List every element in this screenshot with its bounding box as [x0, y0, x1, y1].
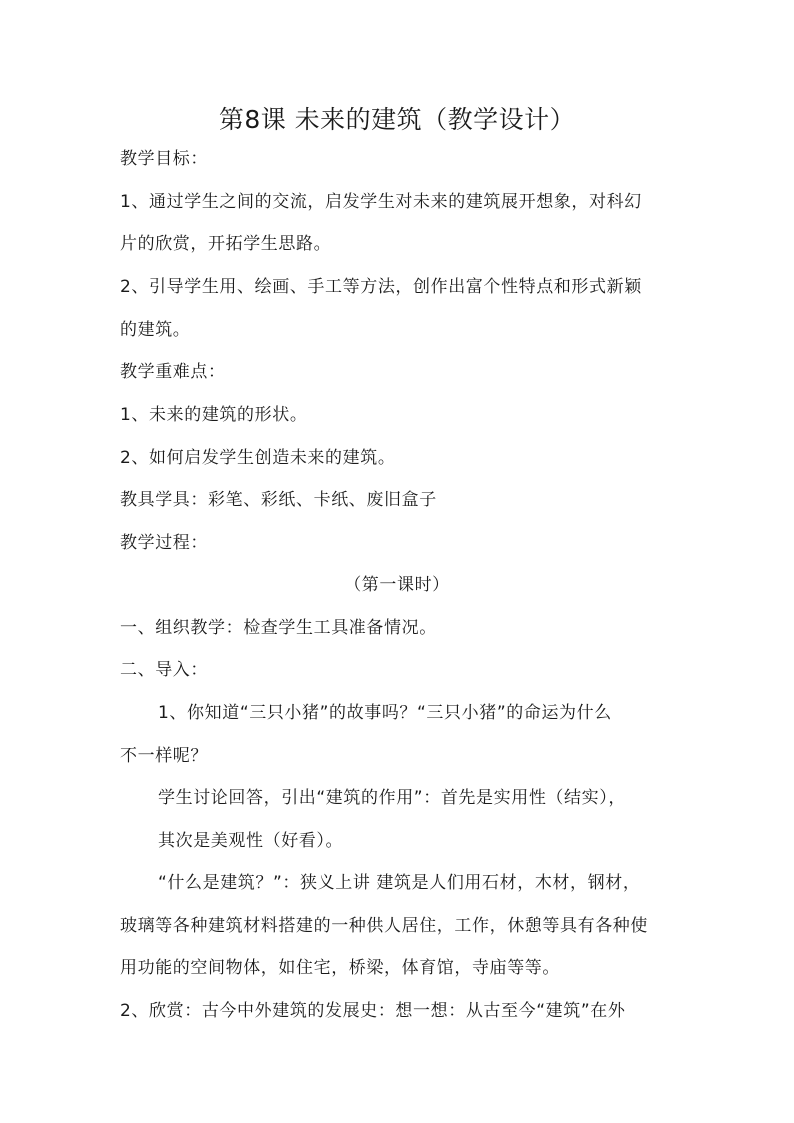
paragraph-line: “什么是建筑？”：狭义上讲 建筑是人们用石材，木材，钢材，	[158, 873, 641, 893]
paragraph-line: 2、如何启发学生创造未来的建筑。	[120, 448, 396, 468]
heading-key-points: 教学重难点：	[120, 362, 226, 382]
paragraph-line: 用功能的空间物体，如住宅，桥梁，体育馆，寺庙等等。	[120, 958, 560, 978]
paragraph-line: 学生讨论回答，引出“建筑的作用”：首先是实用性（结实），	[158, 788, 626, 808]
paragraph-line: 二、导入：	[120, 660, 208, 680]
document-title: 第8课 未来的建筑（教学设计）	[218, 105, 576, 134]
paragraph-line: 一、组织教学：检查学生工具准备情况。	[120, 618, 437, 638]
paragraph-line: 1、你知道“三只小猪”的故事吗？“三只小猪”的命运为什么	[158, 703, 612, 723]
paragraph-line: 2、引导学生用、绘画、手工等方法，创作出富个性特点和形式新颖	[120, 277, 642, 297]
paragraph-line: 1、通过学生之间的交流，启发学生对未来的建筑展开想象，对科幻	[120, 192, 642, 212]
heading-process: 教学过程：	[120, 533, 208, 553]
paragraph-line: 不一样呢？	[120, 746, 208, 766]
paragraph-line: 玻璃等各种建筑材料搭建的一种供人居住，工作，休憩等具有各种使	[120, 916, 648, 936]
paragraph-line: 其次是美观性（好看）。	[158, 831, 344, 851]
paragraph-line: 教具学具：彩笔、彩纸、卡纸、废旧盒子	[120, 490, 437, 510]
heading-objectives: 教学目标：	[120, 149, 208, 169]
paragraph-line: 1、未来的建筑的形状。	[120, 405, 308, 425]
session-label: （第一课时）	[344, 575, 450, 595]
paragraph-line: 2、欣赏：古今中外建筑的发展史：想一想：从古至今“建筑”在外	[120, 1001, 626, 1021]
paragraph-line: 的建筑。	[120, 320, 191, 340]
paragraph-line: 片的欣赏，开拓学生思路。	[120, 234, 332, 254]
